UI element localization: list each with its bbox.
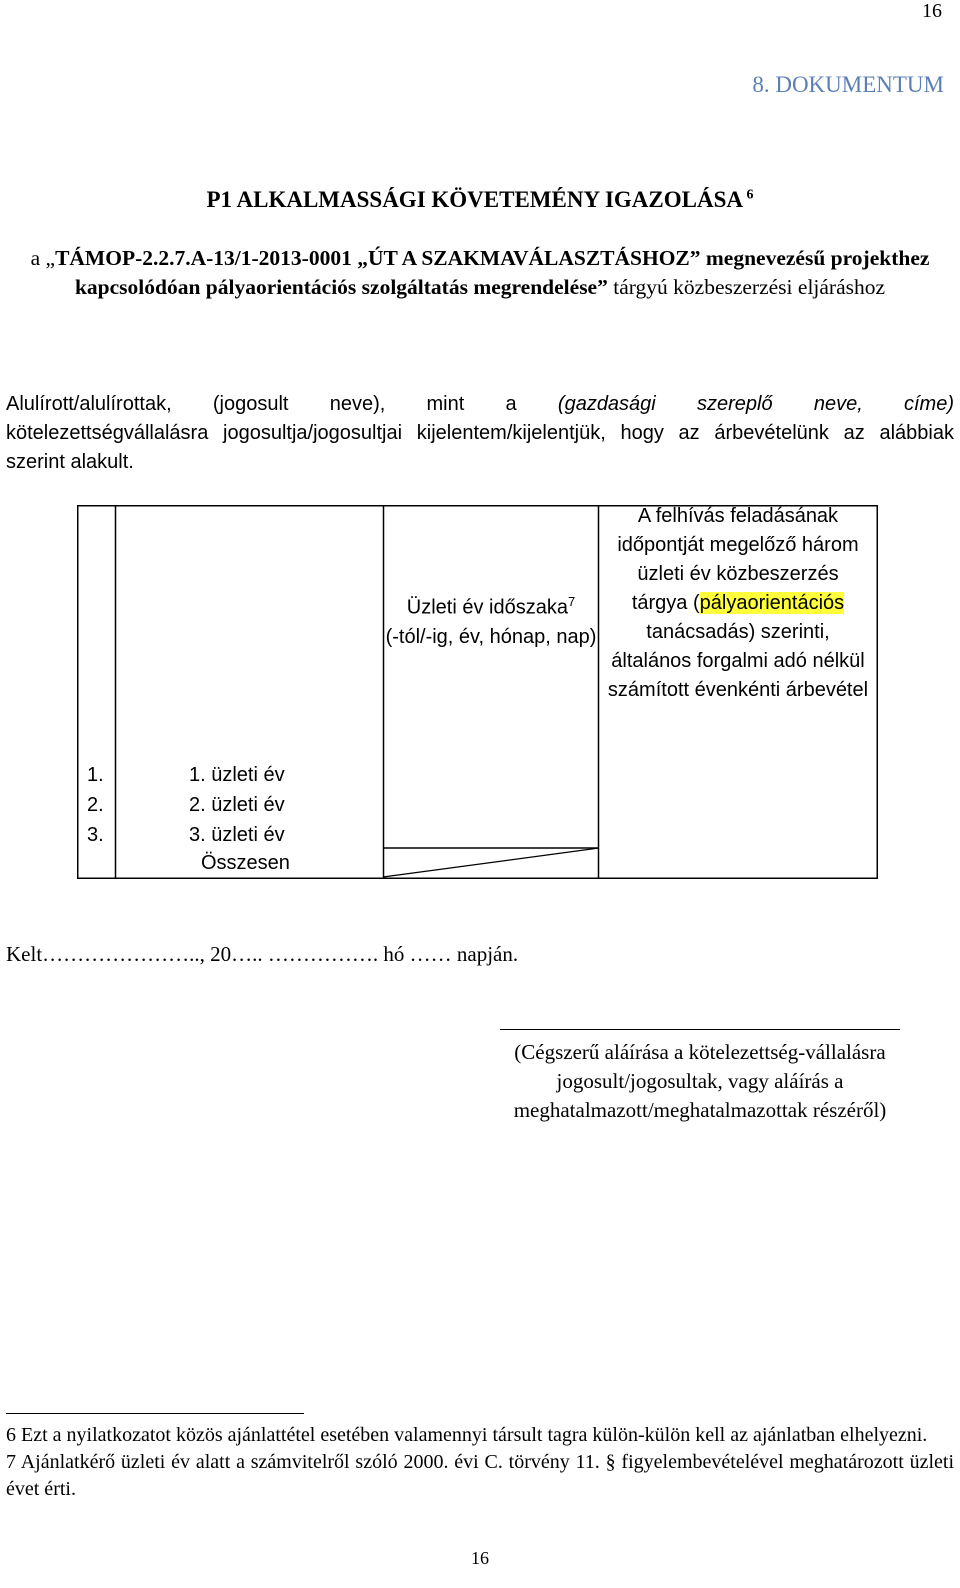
- intro-line-1: Alulírott/alulírottak, (jogosult neve), mint a (gazdasági szereplő neve, címe): [6, 393, 954, 415]
- row-label-3: 3. üzleti év: [189, 824, 285, 846]
- header-revenue: A felhívás feladásának időpontját megelőző három üzleti év közbeszerzés tárgya (pályaorientációs tanácsadás) szerinti, általános forgalmi adó nélkül számított évenkénti árbevétel: [607, 505, 869, 701]
- subject-bold: TÁMOP-2.2.7.A-13/1-2013-0001 „ÚT A SZAKMAVÁLASZTÁSHOZ” megnevezésű projekthez kapcsolódóan pályaorientációs szolgáltatás megrendelése”: [55, 246, 930, 299]
- footnotes: [6, 1422, 954, 1503]
- signature-line: [500, 1029, 900, 1030]
- intro-rest: kötelezettségvállalásra jogosultja/jogosultjai kijelentem/kijelentjük, hogy az árbevételünk az alábbiak szerint alakult.: [6, 422, 954, 473]
- page-title: [0, 187, 960, 213]
- revenue-table: [77, 505, 887, 888]
- intro-italic: (gazdasági szereplő neve, címe): [557, 393, 954, 415]
- title-footnote-ref: 6: [746, 187, 754, 203]
- row-number-2: 2.: [87, 794, 104, 816]
- footnote-separator: [6, 1413, 304, 1414]
- document-label: 8. DOKUMENTUM: [752, 72, 944, 97]
- highlighted-term: pályaorientációs: [699, 592, 845, 614]
- signature-caption: (Cégszerű aláírása a kötelezettség-vállalásra jogosult/jogosultak, vagy aláírás a meghatalmazott/meghatalmazottak részéről): [513, 1040, 887, 1122]
- page-number-top: 16: [922, 0, 942, 22]
- intro-paragraph: [6, 390, 954, 477]
- header-period: Üzleti év időszaka$^7$ (-tól/-ig, év, hónap, nap): [385, 594, 597, 648]
- row-label-2: 2. üzleti év: [189, 794, 285, 816]
- row-number-1: 1.: [87, 764, 104, 786]
- title-text: P1 ALKALMASSÁGI KÖVETEMÉNY IGAZOLÁSA: [206, 187, 744, 212]
- footnote-6: 6 Ezt a nyilatkozatot közös ajánlattétel esetében valamennyi társult tagra külön-külön kell az ajánlatban elhelyezni.: [6, 1424, 928, 1446]
- row-label-1: 1. üzleti év: [189, 764, 285, 786]
- subject-suffix: tárgyú közbeszerzési eljáráshoz: [607, 275, 886, 299]
- subject-paragraph: [12, 244, 948, 302]
- row-label-total: Összesen: [201, 852, 290, 874]
- date-line: Kelt………………….., 20….. ……………. hó …… napján.: [6, 942, 519, 966]
- page-number-bottom: 16: [471, 1548, 489, 1568]
- subject-prefix: a „: [30, 246, 56, 270]
- row-number-3: 3.: [87, 824, 104, 846]
- footnote-7: 7 Ajánlatkérő üzleti év alatt a számvitelről szóló 2000. évi C. törvény 11. § figyelembevételével meghatározott üzleti évet érti.: [6, 1451, 954, 1500]
